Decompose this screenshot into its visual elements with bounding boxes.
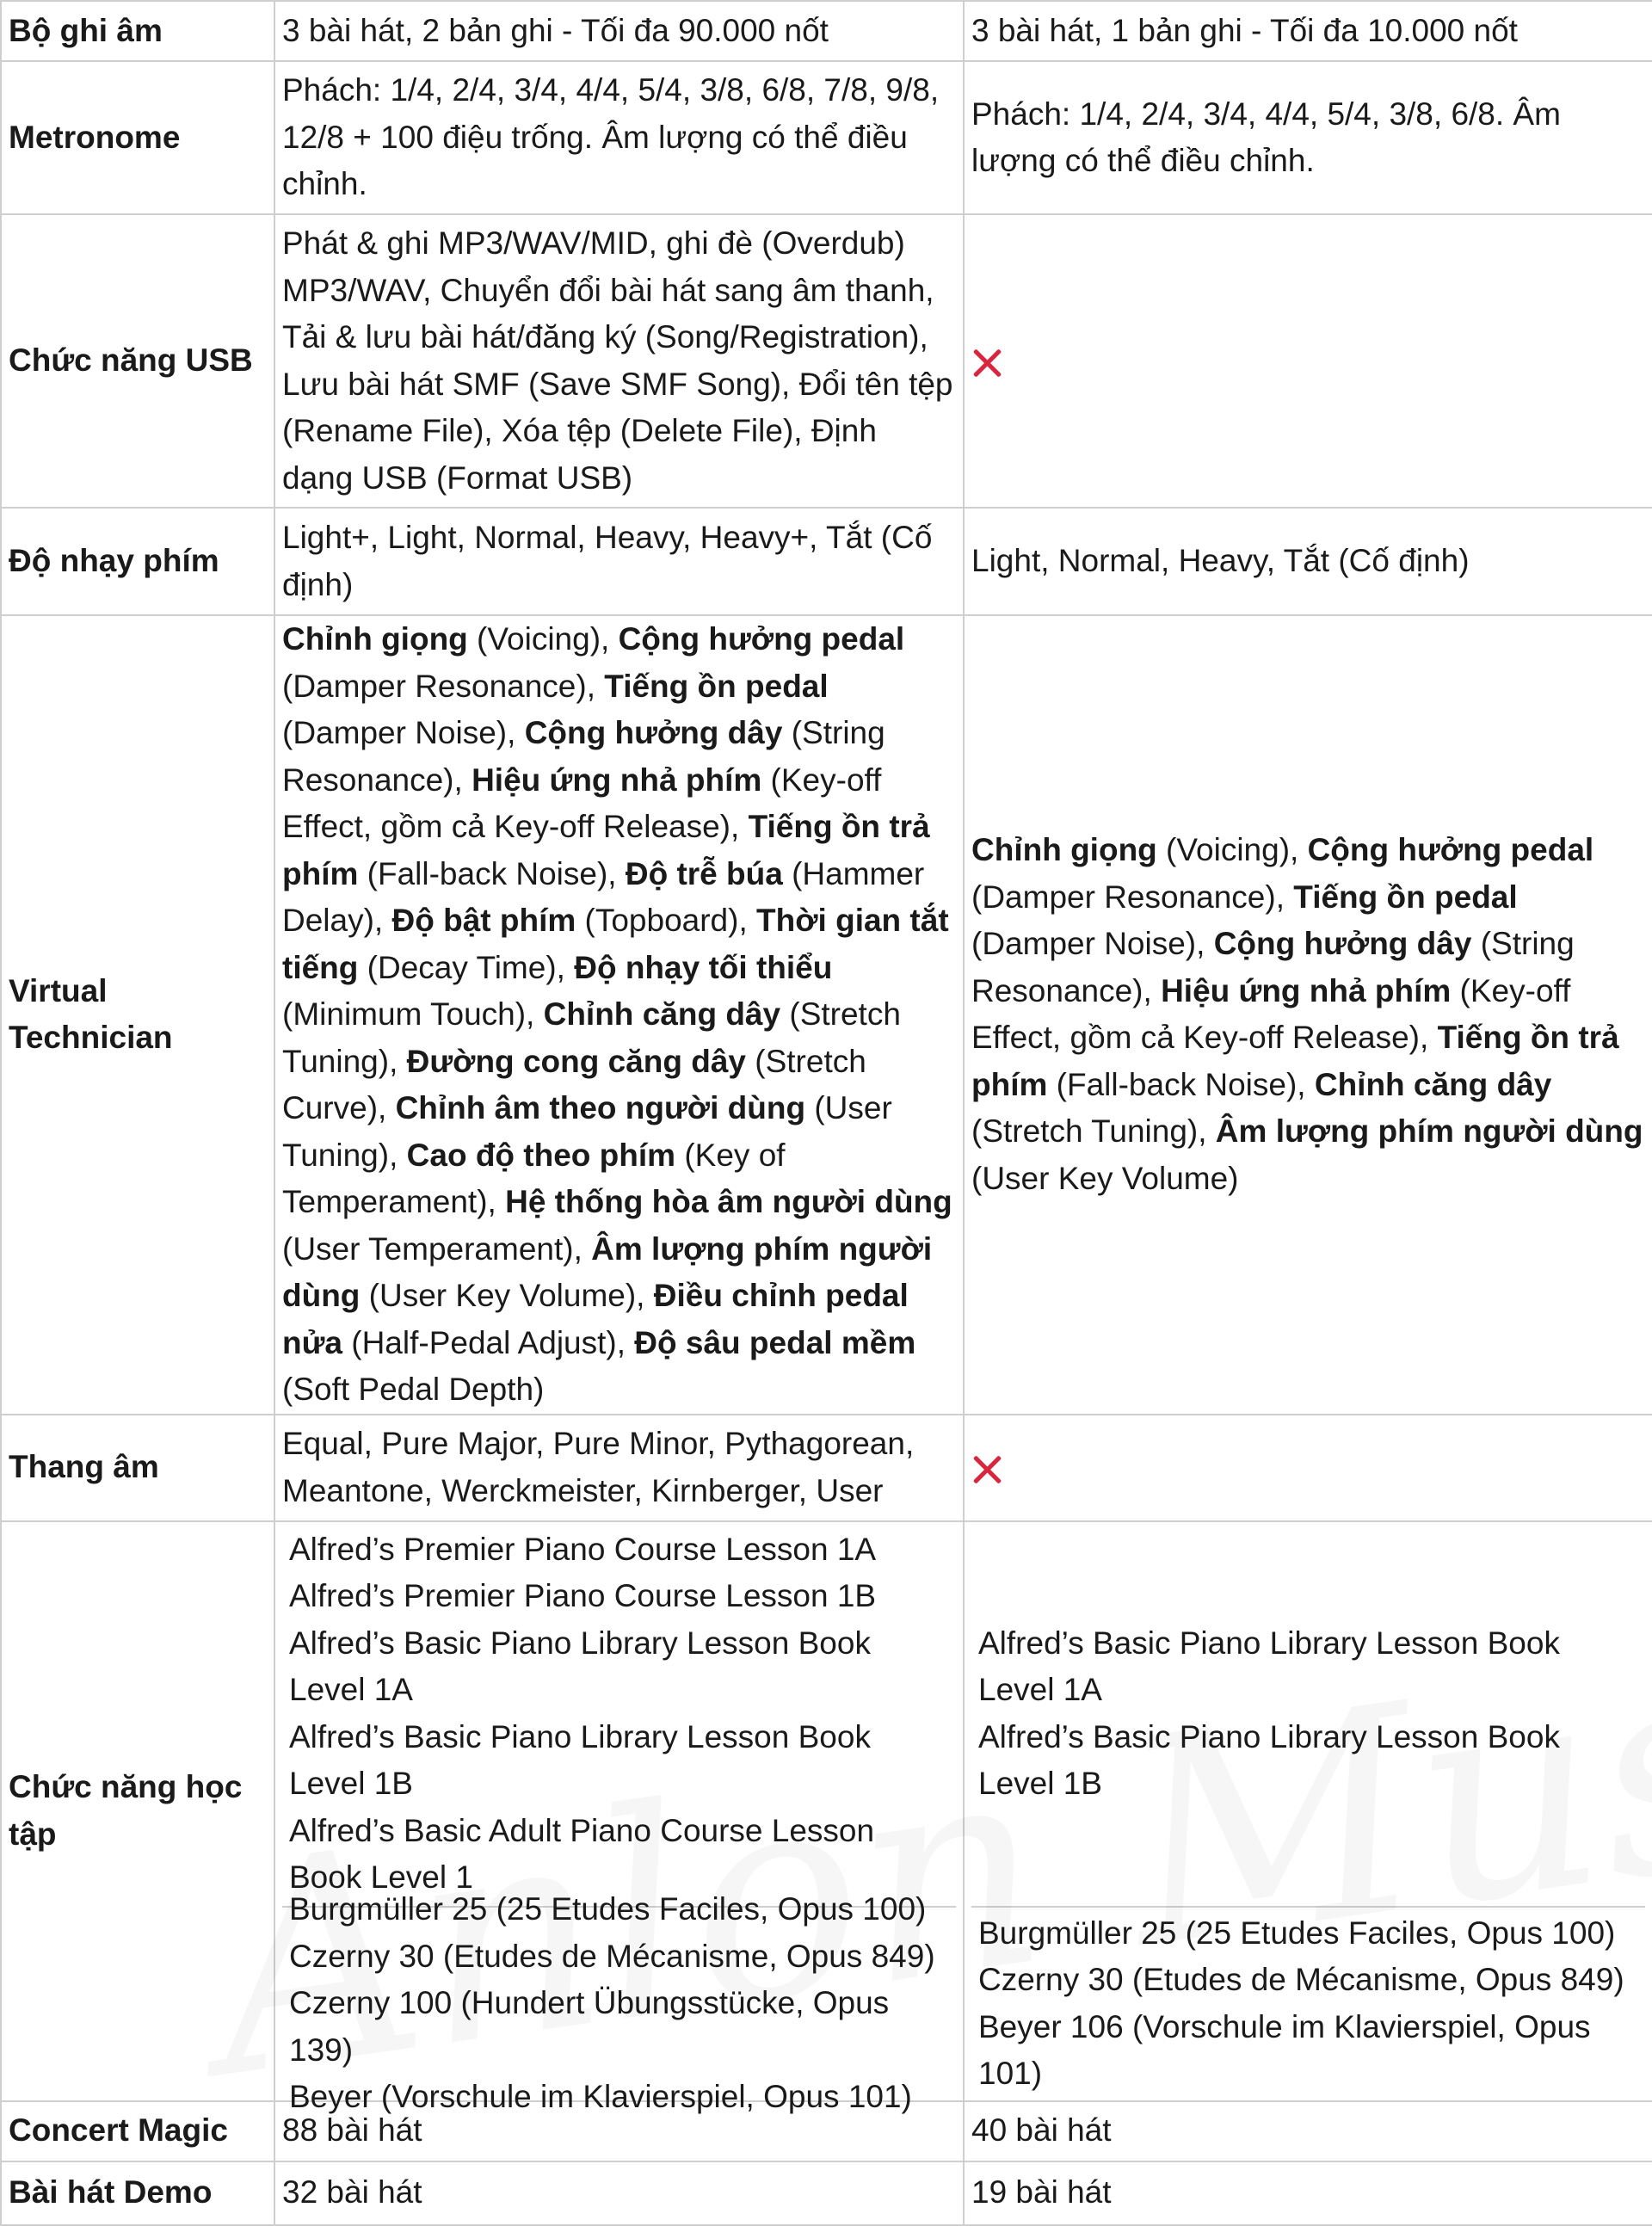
feature-name: Độ bật phím bbox=[391, 903, 576, 938]
feature-detail: (Damper Noise), bbox=[971, 926, 1214, 962]
lesson-item: Czerny 100 (Hundert Übungsstücke, Opus 139) bbox=[289, 1985, 890, 2068]
cross-icon bbox=[971, 347, 1002, 378]
table-row-temperament bbox=[1, 1415, 1652, 1521]
feature-detail: (Stretch Tuning), bbox=[971, 1113, 1216, 1150]
feature-detail: (Damper Resonance), bbox=[282, 668, 605, 704]
feature-detail: (Hammer Delay), bbox=[282, 855, 925, 938]
lesson-item: Beyer 106 (Vorschule im Klavierspiel, Opus 101) bbox=[978, 2008, 1591, 2091]
lesson-item: Czerny 30 (Etudes de Mécanisme, Opus 849) bbox=[978, 1962, 1624, 1997]
feature-name: Hệ thống hòa âm người dùng bbox=[505, 1184, 952, 1219]
table-row-demo bbox=[1, 2161, 1652, 2225]
feature-name: Tiếng ồn trả phím bbox=[282, 809, 930, 891]
feature-detail: (String Resonance), bbox=[971, 926, 1575, 1008]
row-label: Bài hát Demo bbox=[1, 2161, 274, 2225]
row-label: Chức năng USB bbox=[1, 214, 274, 508]
lesson-item: Burgmüller 25 (25 Etudes Faciles, Opus 100) bbox=[289, 1891, 927, 1927]
lesson-item: Alfred’s Basic Piano Library Lesson Book Level 1A bbox=[289, 1625, 871, 1707]
feature-detail: (User Temperament), bbox=[282, 1230, 592, 1267]
feature-name: Cộng hưởng dây bbox=[524, 715, 783, 750]
cell-model-a: 88 bài hát bbox=[274, 2101, 964, 2161]
feature-name: Cộng hưởng pedal bbox=[618, 621, 905, 657]
row-label: Chức năng học tập bbox=[1, 1521, 274, 2101]
cell-model-a bbox=[274, 615, 964, 1415]
feature-name: Cộng hưởng pedal bbox=[1307, 832, 1594, 868]
cell-model-b: 3 bài hát, 1 bản ghi - Tối đa 10.000 nốt bbox=[964, 1, 1652, 61]
feature-name: Tiếng ồn trả phím bbox=[971, 1020, 1619, 1102]
cell-model-a: Phách: 1/4, 2/4, 3/4, 4/4, 5/4, 3/8, 6/8, 7/8, 9/8, 12/8 + 100 điệu trống. Âm lượng có thể điều chỉnh. bbox=[274, 61, 964, 214]
feature-detail: (Voicing), bbox=[467, 621, 619, 657]
table-row-usb bbox=[1, 214, 1652, 508]
feature-name: Hiệu ứng nhả phím bbox=[1161, 972, 1452, 1008]
feature-detail: (Soft Pedal Depth) bbox=[282, 1372, 545, 1407]
lesson-item: Alfred’s Basic Piano Library Lesson Book Level 1B bbox=[289, 1718, 871, 1801]
table-row-metronome bbox=[1, 61, 1652, 214]
feature-detail: (Stretch Tuning), bbox=[282, 996, 901, 1079]
feature-detail: (Damper Resonance), bbox=[971, 879, 1294, 915]
cell-model-a: Equal, Pure Major, Pure Minor, Pythagorean, Meantone, Werckmeister, Kirnberger, User bbox=[274, 1415, 964, 1521]
feature-name: Âm lượng phím người dùng bbox=[282, 1230, 933, 1313]
lesson-item: Czerny 30 (Etudes de Mécanisme, Opus 849) bbox=[289, 1938, 935, 1974]
cell-model-b: Phách: 1/4, 2/4, 3/4, 4/4, 5/4, 3/8, 6/8. Âm lượng có thể điều chỉnh. bbox=[964, 61, 1652, 214]
feature-detail: (Key-off Effect, gồm cả Key-off Release), bbox=[282, 762, 882, 844]
feature-name: Chỉnh âm theo người dùng bbox=[395, 1090, 806, 1125]
cell-model-b: 40 bài hát bbox=[964, 2101, 1652, 2161]
row-label: Bộ ghi âm bbox=[1, 1, 274, 61]
cell-model-a: Phát & ghi MP3/WAV/MID, ghi đè (Overdub) MP3/WAV, Chuyển đổi bài hát sang âm thanh, Tải & lưu bài hát/đăng ký (Song/Registration), Lưu bài hát SMF (Save SMF Song), Đổi tên tệp (Rename File), Xóa tệp (Delete File), Định dạng USB (Format USB) bbox=[274, 214, 964, 508]
feature-name: Độ sâu pedal mềm bbox=[634, 1324, 916, 1360]
feature-detail: (Key of Temperament), bbox=[282, 1137, 786, 1219]
lesson-list-etudes bbox=[282, 1891, 956, 2115]
feature-detail: (Half-Pedal Adjust), bbox=[342, 1324, 635, 1360]
feature-detail: (Stretch Curve), bbox=[282, 1043, 866, 1125]
feature-detail: (Decay Time), bbox=[358, 949, 575, 985]
feature-detail: (User Tuning), bbox=[282, 1090, 892, 1173]
cell-model-b bbox=[964, 1521, 1652, 2101]
row-label: Concert Magic bbox=[1, 2101, 274, 2161]
row-label: Metronome bbox=[1, 61, 274, 214]
row-label: Virtual Technician bbox=[1, 615, 274, 1415]
feature-detail: (Fall-back Noise), bbox=[1047, 1066, 1315, 1102]
cell-model-a: 3 bài hát, 2 bản ghi - Tối đa 90.000 nốt bbox=[274, 1, 964, 61]
lesson-list-alfred bbox=[282, 1522, 956, 1908]
feature-detail: (Minimum Touch), bbox=[282, 996, 544, 1032]
table-row-recorder bbox=[1, 1, 1652, 61]
feature-name: Điều chỉnh pedal nửa bbox=[282, 1278, 909, 1360]
feature-detail: (Topboard), bbox=[576, 903, 757, 938]
cell-model-b: Light, Normal, Heavy, Tắt (Cố định) bbox=[964, 508, 1652, 615]
cell-model-b bbox=[964, 214, 1652, 508]
feature-name: Chỉnh giọng bbox=[282, 621, 468, 657]
feature-name: Tiếng ồn pedal bbox=[1293, 879, 1518, 915]
feature-name: Hiệu ứng nhả phím bbox=[472, 762, 762, 798]
feature-detail: (Fall-back Noise), bbox=[358, 855, 626, 891]
cross-icon bbox=[971, 1453, 1002, 1484]
feature-name: Chỉnh căng dây bbox=[543, 996, 781, 1032]
feature-name: Chỉnh căng dây bbox=[1314, 1066, 1552, 1102]
lesson-item: Alfred’s Basic Adult Piano Course Lesson Book Level 1 bbox=[289, 1812, 875, 1895]
feature-name: Đường cong căng dây bbox=[406, 1043, 746, 1079]
cell-model-a bbox=[274, 1521, 964, 2115]
feature-detail: (Voicing), bbox=[1156, 832, 1308, 868]
cell-model-a: Light+, Light, Normal, Heavy, Heavy+, Tắt (Cố định) bbox=[274, 508, 964, 615]
lesson-item: Alfred’s Premier Piano Course Lesson 1B bbox=[289, 1578, 877, 1613]
feature-detail: (Key-off Effect, gồm cả Key-off Release), bbox=[971, 972, 1571, 1056]
table-row-touch bbox=[1, 508, 1652, 615]
cell-model-b bbox=[964, 615, 1652, 1415]
cell-model-a: 32 bài hát bbox=[274, 2161, 964, 2225]
feature-name: Cộng hưởng dây bbox=[1213, 926, 1472, 962]
feature-name: Âm lượng phím người dùng bbox=[1215, 1113, 1643, 1150]
feature-name: Chỉnh giọng bbox=[971, 832, 1157, 868]
feature-detail: (Damper Noise), bbox=[282, 715, 525, 750]
feature-detail: (String Resonance), bbox=[282, 715, 885, 798]
lesson-list-alfred bbox=[971, 1522, 1645, 1908]
lesson-item: Beyer (Vorschule im Klavierspiel, Opus 101) bbox=[289, 2079, 912, 2115]
feature-detail: (User Key Volume), bbox=[360, 1278, 654, 1313]
lesson-item: Alfred’s Basic Piano Library Lesson Book Level 1B bbox=[978, 1718, 1560, 1801]
lesson-list-etudes bbox=[971, 1908, 1645, 2100]
cell-model-b bbox=[964, 1415, 1652, 1521]
feature-name: Thời gian tắt tiếng bbox=[282, 903, 949, 985]
table-row-lesson bbox=[1, 1521, 1652, 2101]
row-label: Thang âm bbox=[1, 1415, 274, 1521]
cell-model-b: 19 bài hát bbox=[964, 2161, 1652, 2225]
lesson-item: Burgmüller 25 (25 Etudes Faciles, Opus 100) bbox=[978, 1915, 1616, 1951]
lesson-item: Alfred’s Basic Piano Library Lesson Book Level 1A bbox=[978, 1625, 1560, 1707]
lesson-item: Alfred’s Premier Piano Course Lesson 1A bbox=[289, 1531, 877, 1567]
feature-detail: (User Key Volume) bbox=[971, 1160, 1239, 1196]
feature-name: Cao độ theo phím bbox=[406, 1137, 676, 1173]
feature-name: Độ trễ búa bbox=[625, 855, 783, 891]
row-label: Độ nhạy phím bbox=[1, 508, 274, 615]
table-row-virtual-technician bbox=[1, 615, 1652, 1415]
feature-name: Độ nhạy tối thiểu bbox=[574, 949, 833, 985]
feature-name: Tiếng ồn pedal bbox=[604, 668, 829, 704]
